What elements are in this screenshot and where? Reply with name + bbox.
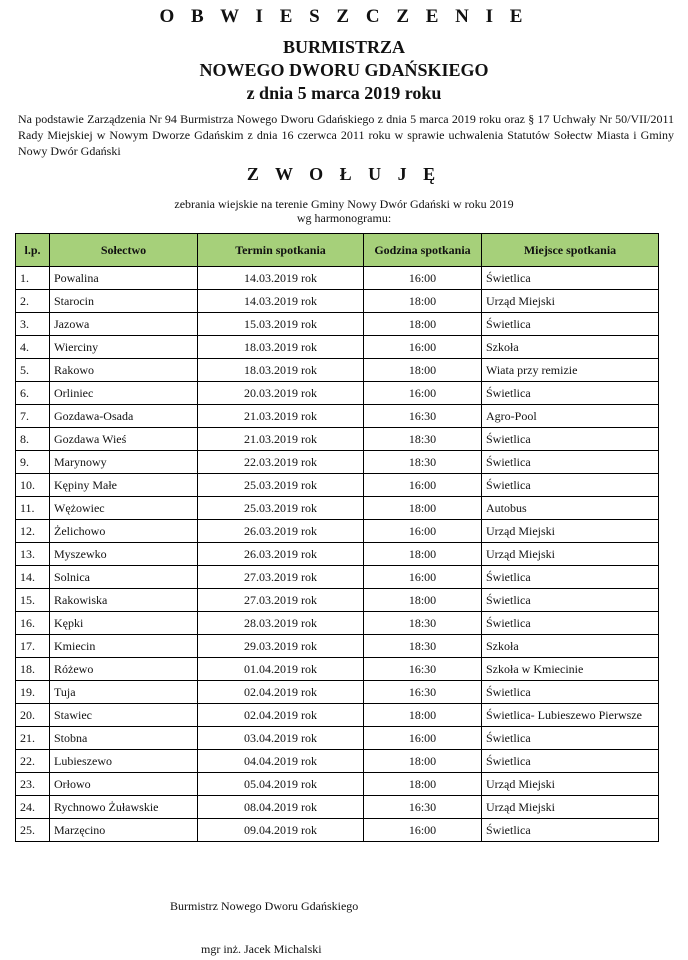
meeting-place: Świetlica <box>482 382 659 405</box>
table-row <box>16 290 659 313</box>
meeting-place: Szkoła <box>482 336 659 359</box>
meeting-time: 18:00 <box>364 773 482 796</box>
row-number: 9. <box>16 451 50 474</box>
meeting-place: Agro-Pool <box>482 405 659 428</box>
meeting-time: 16:00 <box>364 474 482 497</box>
table-body <box>16 267 659 842</box>
table-row <box>16 658 659 681</box>
village-name: Orłowo <box>50 773 198 796</box>
meeting-place: Szkoła w Kmiecinie <box>482 658 659 681</box>
meeting-date: 25.03.2019 rok <box>198 474 364 497</box>
table-row <box>16 313 659 336</box>
table-row <box>16 451 659 474</box>
meeting-time: 18:00 <box>364 589 482 612</box>
table-row <box>16 796 659 819</box>
meeting-place: Świetlica <box>482 267 659 290</box>
meeting-date: 03.04.2019 rok <box>198 727 364 750</box>
table-row <box>16 750 659 773</box>
table-row <box>16 428 659 451</box>
table-row <box>16 405 659 428</box>
table-row <box>16 382 659 405</box>
meeting-date: 18.03.2019 rok <box>198 359 364 382</box>
meeting-place: Świetlica <box>482 612 659 635</box>
issuer-line: BURMISTRZA <box>282 37 406 57</box>
row-number: 20. <box>16 704 50 727</box>
meeting-place: Świetlica <box>482 681 659 704</box>
row-number: 18. <box>16 658 50 681</box>
row-number: 15. <box>16 589 50 612</box>
meeting-time: 18:00 <box>364 359 482 382</box>
meeting-date: 14.03.2019 rok <box>198 290 364 313</box>
meeting-time: 16:00 <box>364 727 482 750</box>
header-solectwo: Sołectwo <box>50 234 198 267</box>
meeting-place: Świetlica <box>482 566 659 589</box>
meeting-time: 16:00 <box>364 336 482 359</box>
table-row <box>16 566 659 589</box>
village-name: Marynowy <box>50 451 198 474</box>
village-name: Wierciny <box>50 336 198 359</box>
row-number: 16. <box>16 612 50 635</box>
table-row <box>16 727 659 750</box>
meeting-schedule-table <box>15 233 659 842</box>
row-number: 24. <box>16 796 50 819</box>
table-row <box>16 704 659 727</box>
meeting-place: Szkoła <box>482 635 659 658</box>
table-header-row <box>16 234 659 267</box>
meeting-place: Urząd Miejski <box>482 520 659 543</box>
signature-name: mgr inż. Jacek Michalski <box>201 942 322 956</box>
legal-basis-paragraph: Na podstawie Zarządzenia Nr 94 Burmistrza Nowego Dworu Gdańskiego z dnia 5 marca 2019 roku oraz § 17 Uchwały Nr 50/VII/2011 Rady Miejskiej w Nowym Dworze Gdańskim z dnia 16 czerwca 2011 roku w sprawie uchwalenia Statutów Sołectw Miasta i Gminy Nowy Dwór Gdański <box>18 112 674 158</box>
meeting-time: 16:00 <box>364 819 482 842</box>
row-number: 2. <box>16 290 50 313</box>
village-name: Kępiny Małe <box>50 474 198 497</box>
meeting-time: 18:30 <box>364 612 482 635</box>
meeting-time: 18:00 <box>364 290 482 313</box>
meeting-place: Świetlica <box>482 474 659 497</box>
row-number: 10. <box>16 474 50 497</box>
meeting-place: Świetlica <box>482 451 659 474</box>
meeting-time: 16:30 <box>364 658 482 681</box>
row-number: 12. <box>16 520 50 543</box>
row-number: 1. <box>16 267 50 290</box>
table-row <box>16 543 659 566</box>
table-row <box>16 681 659 704</box>
table-row <box>16 497 659 520</box>
meeting-place: Świetlica <box>482 589 659 612</box>
village-name: Rychnowo Żuławskie <box>50 796 198 819</box>
subtitle <box>0 197 688 225</box>
meeting-place: Świetlica <box>482 819 659 842</box>
signature-title: Burmistrz Nowego Dworu Gdańskiego <box>170 899 359 913</box>
village-name: Powalina <box>50 267 198 290</box>
meeting-time: 18:30 <box>364 635 482 658</box>
village-name: Rakowo <box>50 359 198 382</box>
meeting-place: Urząd Miejski <box>482 796 659 819</box>
table-row <box>16 819 659 842</box>
meeting-time: 16:00 <box>364 520 482 543</box>
row-number: 14. <box>16 566 50 589</box>
row-number: 21. <box>16 727 50 750</box>
meeting-date: 05.04.2019 rok <box>198 773 364 796</box>
table-row <box>16 267 659 290</box>
subtitle-line-2: wg harmonogramu: <box>296 211 392 225</box>
row-number: 7. <box>16 405 50 428</box>
village-name: Rakowiska <box>50 589 198 612</box>
meeting-date: 28.03.2019 rok <box>198 612 364 635</box>
meeting-date: 27.03.2019 rok <box>198 589 364 612</box>
meeting-date: 02.04.2019 rok <box>198 704 364 727</box>
meeting-place: Świetlica <box>482 313 659 336</box>
village-name: Jazowa <box>50 313 198 336</box>
village-name: Stawiec <box>50 704 198 727</box>
meeting-time: 16:00 <box>364 267 482 290</box>
meeting-date: 08.04.2019 rok <box>198 796 364 819</box>
meeting-date: 22.03.2019 rok <box>198 451 364 474</box>
meeting-place: Wiata przy remizie <box>482 359 659 382</box>
row-number: 23. <box>16 773 50 796</box>
meeting-date: 14.03.2019 rok <box>198 267 364 290</box>
table-row <box>16 520 659 543</box>
meeting-time: 16:30 <box>364 405 482 428</box>
village-name: Różewo <box>50 658 198 681</box>
header-lp: l.p. <box>16 234 50 267</box>
table-row <box>16 773 659 796</box>
meeting-place: Autobus <box>482 497 659 520</box>
header-godzina: Godzina spotkania <box>364 234 482 267</box>
meeting-place: Świetlica- Lubieszewo Pierwsze <box>482 704 659 727</box>
row-number: 19. <box>16 681 50 704</box>
meeting-place: Urząd Miejski <box>482 773 659 796</box>
row-number: 8. <box>16 428 50 451</box>
row-number: 6. <box>16 382 50 405</box>
village-name: Myszewko <box>50 543 198 566</box>
meeting-date: 09.04.2019 rok <box>198 819 364 842</box>
village-name: Marzęcino <box>50 819 198 842</box>
meeting-date: 26.03.2019 rok <box>198 520 364 543</box>
meeting-date: 20.03.2019 rok <box>198 382 364 405</box>
meeting-date: 29.03.2019 rok <box>198 635 364 658</box>
meeting-time: 18:00 <box>364 704 482 727</box>
meeting-time: 18:00 <box>364 750 482 773</box>
meeting-place: Urząd Miejski <box>482 290 659 313</box>
meeting-date: 21.03.2019 rok <box>198 428 364 451</box>
convene-heading: Z W O Ł U J Ę <box>246 164 442 184</box>
row-number: 5. <box>16 359 50 382</box>
village-name: Starocin <box>50 290 198 313</box>
table-row <box>16 474 659 497</box>
row-number: 25. <box>16 819 50 842</box>
meeting-place: Świetlica <box>482 750 659 773</box>
meeting-date: 26.03.2019 rok <box>198 543 364 566</box>
village-name: Lubieszewo <box>50 750 198 773</box>
meeting-time: 18:00 <box>364 497 482 520</box>
table-row <box>16 359 659 382</box>
village-name: Kępki <box>50 612 198 635</box>
village-name: Tuja <box>50 681 198 704</box>
meeting-time: 18:30 <box>364 428 482 451</box>
table-row <box>16 336 659 359</box>
village-name: Żelichowo <box>50 520 198 543</box>
meeting-time: 16:00 <box>364 566 482 589</box>
village-name: Kmiecin <box>50 635 198 658</box>
village-name: Wężowiec <box>50 497 198 520</box>
issue-date-line: z dnia 5 marca 2019 roku <box>246 83 442 103</box>
meeting-time: 16:30 <box>364 681 482 704</box>
village-name: Gozdawa Wieś <box>50 428 198 451</box>
meeting-date: 27.03.2019 rok <box>198 566 364 589</box>
meeting-time: 16:30 <box>364 796 482 819</box>
meeting-time: 16:00 <box>364 382 482 405</box>
village-name: Stobna <box>50 727 198 750</box>
meeting-place: Świetlica <box>482 727 659 750</box>
header-termin: Termin spotkania <box>198 234 364 267</box>
village-name: Solnica <box>50 566 198 589</box>
village-name: Gozdawa-Osada <box>50 405 198 428</box>
meeting-date: 04.04.2019 rok <box>198 750 364 773</box>
meeting-place: Urząd Miejski <box>482 543 659 566</box>
table-row <box>16 635 659 658</box>
meeting-time: 18:30 <box>364 451 482 474</box>
meeting-date: 21.03.2019 rok <box>198 405 364 428</box>
meeting-place: Świetlica <box>482 428 659 451</box>
meeting-date: 18.03.2019 rok <box>198 336 364 359</box>
table-row <box>16 612 659 635</box>
row-number: 22. <box>16 750 50 773</box>
issuer-town-line: NOWEGO DWORU GDAŃSKIEGO <box>199 60 489 80</box>
meeting-time: 18:00 <box>364 313 482 336</box>
notice-title: O B W I E S Z C Z E N I E <box>159 6 529 27</box>
header-miejsce: Miejsce spotkania <box>482 234 659 267</box>
meeting-date: 25.03.2019 rok <box>198 497 364 520</box>
meeting-time: 18:00 <box>364 543 482 566</box>
row-number: 3. <box>16 313 50 336</box>
meeting-date: 15.03.2019 rok <box>198 313 364 336</box>
village-name: Orliniec <box>50 382 198 405</box>
row-number: 13. <box>16 543 50 566</box>
meeting-date: 02.04.2019 rok <box>198 681 364 704</box>
row-number: 17. <box>16 635 50 658</box>
row-number: 4. <box>16 336 50 359</box>
table-row <box>16 589 659 612</box>
meeting-date: 01.04.2019 rok <box>198 658 364 681</box>
subtitle-line-1: zebrania wiejskie na terenie Gminy Nowy Dwór Gdański w roku 2019 <box>174 197 514 211</box>
row-number: 11. <box>16 497 50 520</box>
